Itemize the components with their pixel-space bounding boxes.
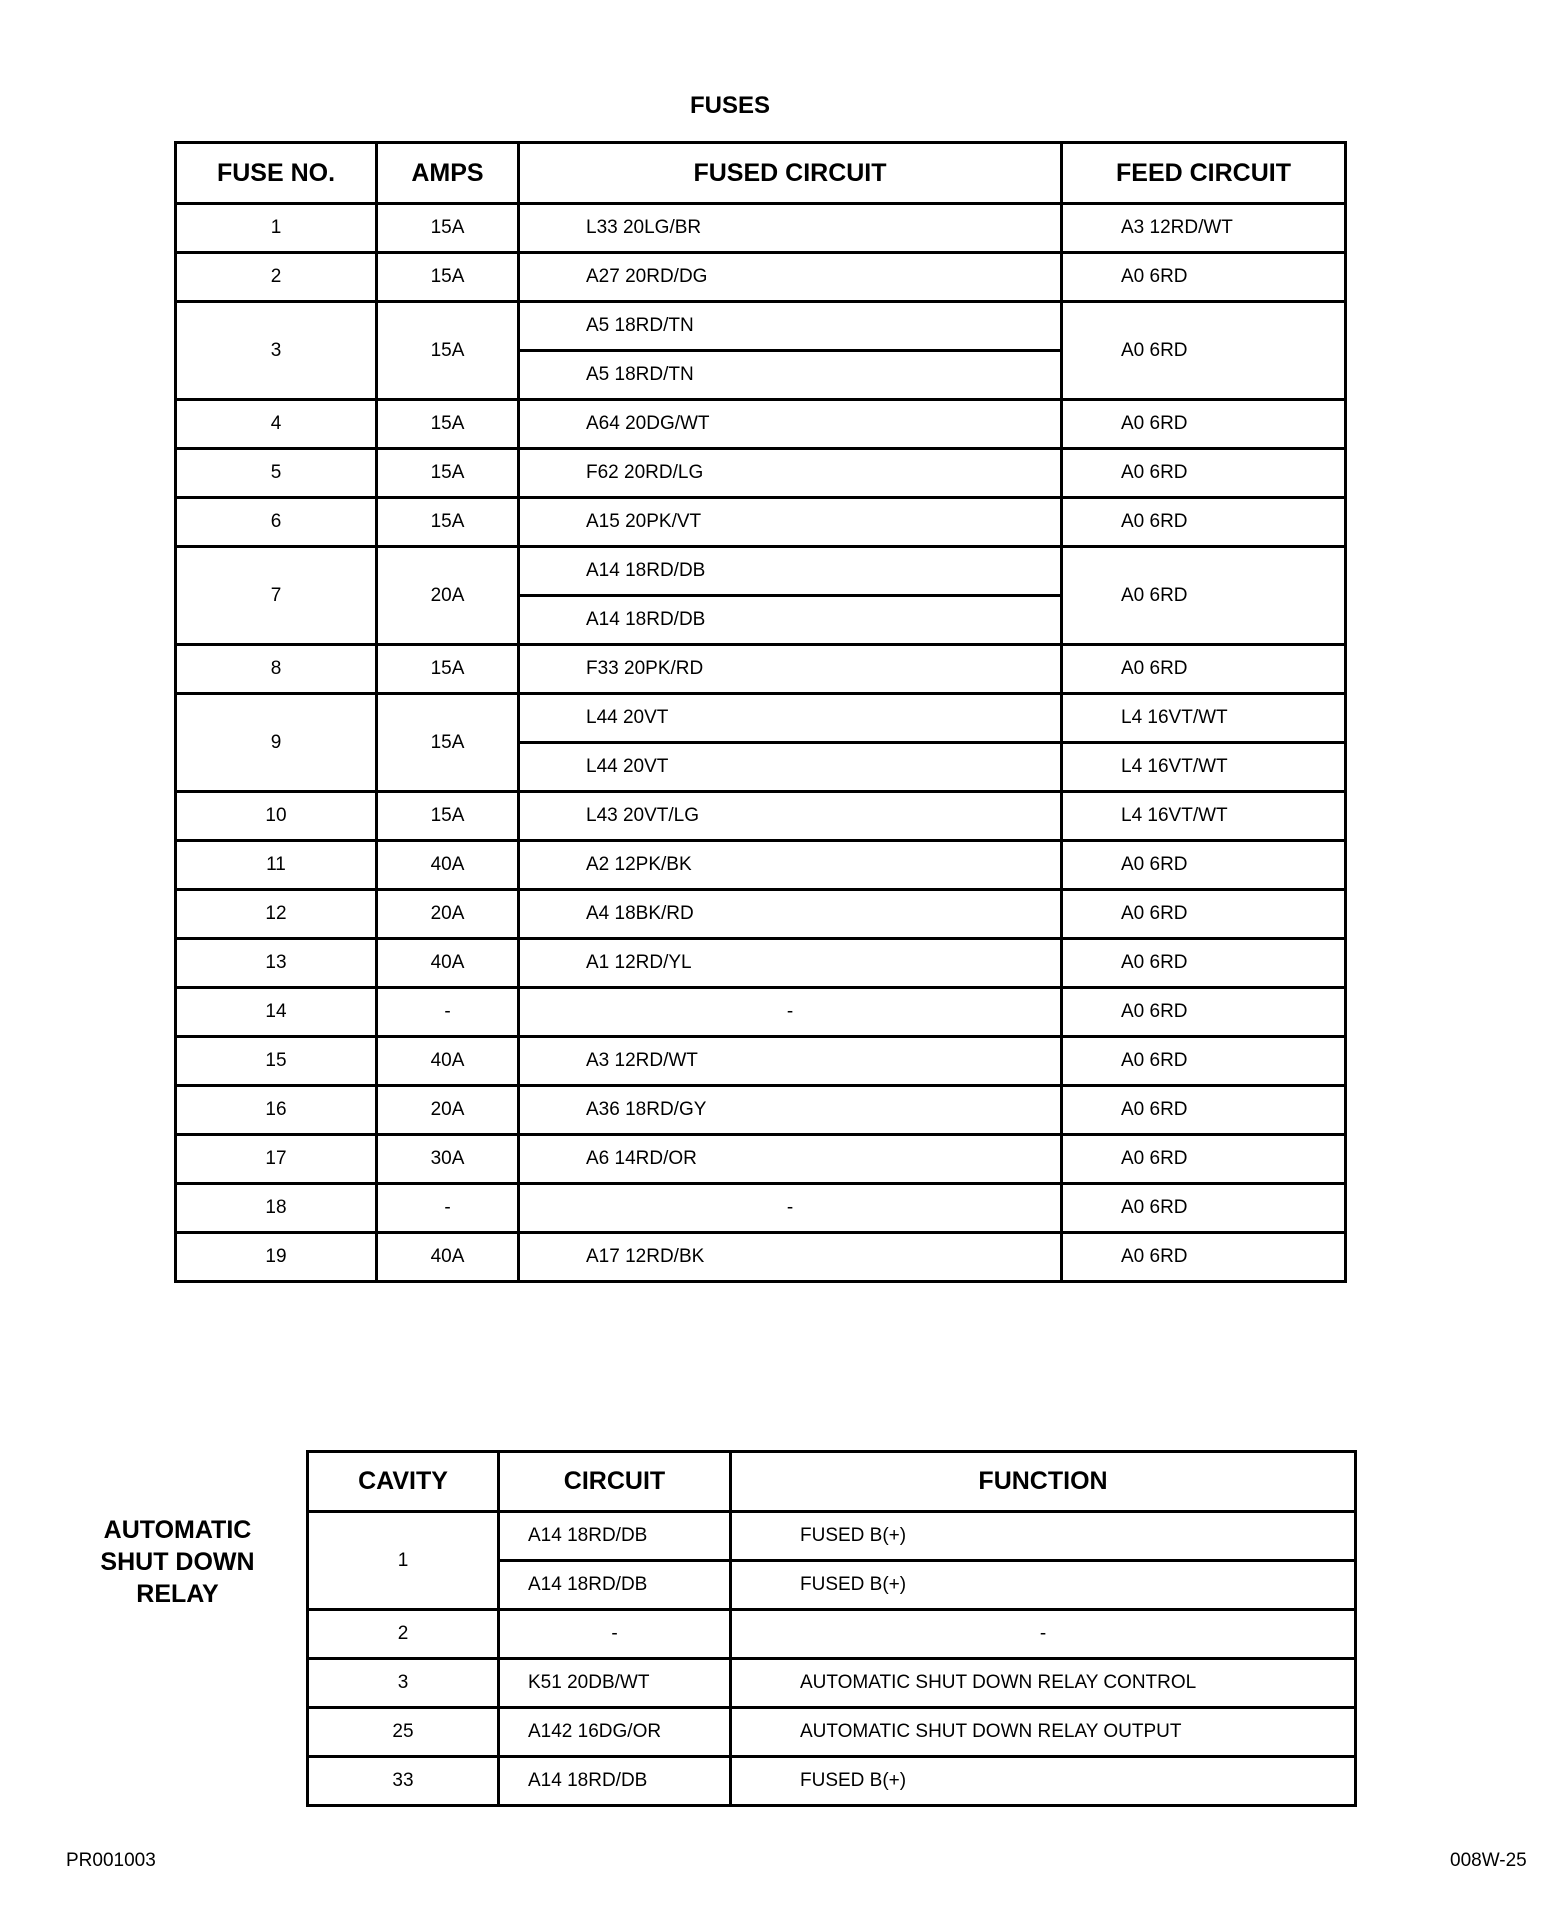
fuse-amps: 30A	[377, 1135, 519, 1184]
table-row	[308, 1708, 1356, 1757]
header-feed-circuit: FEED CIRCUIT	[1062, 143, 1346, 204]
table-row	[308, 1757, 1356, 1806]
table-row	[176, 253, 1346, 302]
fuse-number: 9	[176, 694, 377, 792]
fused-circuit: A36 18RD/GY	[519, 1086, 1062, 1135]
table-row	[308, 1610, 1356, 1659]
fuse-amps: 15A	[377, 792, 519, 841]
fuse-amps: 15A	[377, 449, 519, 498]
fuses-title: FUSES	[689, 92, 770, 119]
fuse-number: 5	[176, 449, 377, 498]
feed-circuit: L4 16VT/WT	[1062, 792, 1346, 841]
fuse-number: 3	[176, 302, 377, 400]
fused-circuit: A14 18RD/DB	[519, 596, 1062, 645]
fused-circuit: A64 20DG/WT	[519, 400, 1062, 449]
fused-circuit: -	[519, 1184, 1062, 1233]
table-row	[176, 1135, 1346, 1184]
table-row	[176, 694, 1346, 743]
fuse-amps: -	[377, 1184, 519, 1233]
cavity-number: 3	[308, 1659, 499, 1708]
footer-page-code: 008W-25	[1450, 1850, 1527, 1871]
fuse-amps: 40A	[377, 841, 519, 890]
table-row	[176, 302, 1346, 351]
feed-circuit: A0 6RD	[1062, 1086, 1346, 1135]
relay-header-row	[308, 1452, 1356, 1512]
fused-circuit: L44 20VT	[519, 694, 1062, 743]
fuse-number: 2	[176, 253, 377, 302]
fuse-number: 11	[176, 841, 377, 890]
relay-table	[306, 1450, 1357, 1807]
table-row	[176, 841, 1346, 890]
relay-circuit: K51 20DB/WT	[499, 1659, 731, 1708]
table-row	[176, 204, 1346, 253]
fuse-amps: 20A	[377, 890, 519, 939]
fused-circuit: A15 20PK/VT	[519, 498, 1062, 547]
header-function: FUNCTION	[731, 1452, 1356, 1512]
feed-circuit: A0 6RD	[1062, 547, 1346, 645]
relay-circuit: -	[499, 1610, 731, 1659]
table-row	[176, 1037, 1346, 1086]
fused-circuit: A14 18RD/DB	[519, 547, 1062, 596]
relay-circuit: A14 18RD/DB	[499, 1512, 731, 1561]
fuse-number: 6	[176, 498, 377, 547]
cavity-number: 1	[308, 1512, 499, 1610]
fused-circuit: L43 20VT/LG	[519, 792, 1062, 841]
relay-function: AUTOMATIC SHUT DOWN RELAY OUTPUT	[731, 1708, 1356, 1757]
fused-circuit: L44 20VT	[519, 743, 1062, 792]
table-row	[176, 498, 1346, 547]
fused-circuit: A1 12RD/YL	[519, 939, 1062, 988]
feed-circuit: A0 6RD	[1062, 988, 1346, 1037]
fused-circuit: L33 20LG/BR	[519, 204, 1062, 253]
fuse-number: 13	[176, 939, 377, 988]
feed-circuit: A0 6RD	[1062, 498, 1346, 547]
fuse-amps: 15A	[377, 498, 519, 547]
fuse-amps: 15A	[377, 645, 519, 694]
fuse-amps: 20A	[377, 1086, 519, 1135]
cavity-number: 25	[308, 1708, 499, 1757]
feed-circuit: A0 6RD	[1062, 645, 1346, 694]
fuse-amps: 15A	[377, 204, 519, 253]
relay-label	[90, 1514, 265, 1610]
feed-circuit: A0 6RD	[1062, 939, 1346, 988]
fuses-table	[174, 141, 1347, 1283]
fuse-number: 1	[176, 204, 377, 253]
fuse-amps: 15A	[377, 694, 519, 792]
table-row	[176, 988, 1346, 1037]
feed-circuit: L4 16VT/WT	[1062, 694, 1346, 743]
fused-circuit: F62 20RD/LG	[519, 449, 1062, 498]
fused-circuit: A4 18BK/RD	[519, 890, 1062, 939]
feed-circuit: A0 6RD	[1062, 890, 1346, 939]
table-row	[176, 939, 1346, 988]
table-row	[176, 645, 1346, 694]
header-fuse-no: FUSE NO.	[176, 143, 377, 204]
fuse-number: 4	[176, 400, 377, 449]
relay-label-line: SHUT DOWN	[100, 1548, 255, 1576]
feed-circuit: A0 6RD	[1062, 400, 1346, 449]
fuse-amps: -	[377, 988, 519, 1037]
header-cavity: CAVITY	[308, 1452, 499, 1512]
fused-circuit: A3 12RD/WT	[519, 1037, 1062, 1086]
fuses-body	[176, 204, 1346, 1282]
fused-circuit: A6 14RD/OR	[519, 1135, 1062, 1184]
table-row	[176, 1086, 1346, 1135]
feed-circuit: A0 6RD	[1062, 841, 1346, 890]
feed-circuit: A3 12RD/WT	[1062, 204, 1346, 253]
fuse-number: 19	[176, 1233, 377, 1282]
header-amps: AMPS	[377, 143, 519, 204]
fuse-number: 12	[176, 890, 377, 939]
relay-function: FUSED B(+)	[731, 1512, 1356, 1561]
fuses-header-row	[176, 143, 1346, 204]
fuse-amps: 40A	[377, 1037, 519, 1086]
feed-circuit: L4 16VT/WT	[1062, 743, 1346, 792]
fuse-amps: 15A	[377, 253, 519, 302]
fused-circuit: A5 18RD/TN	[519, 302, 1062, 351]
fuse-number: 10	[176, 792, 377, 841]
table-row	[308, 1512, 1356, 1561]
table-row	[176, 792, 1346, 841]
relay-circuit: A14 18RD/DB	[499, 1757, 731, 1806]
fuse-amps: 15A	[377, 302, 519, 400]
feed-circuit: A0 6RD	[1062, 1037, 1346, 1086]
fused-circuit: A2 12PK/BK	[519, 841, 1062, 890]
fuse-number: 18	[176, 1184, 377, 1233]
table-row	[176, 449, 1346, 498]
fuse-amps: 15A	[377, 400, 519, 449]
fused-circuit: A27 20RD/DG	[519, 253, 1062, 302]
feed-circuit: A0 6RD	[1062, 1233, 1346, 1282]
table-row	[176, 1184, 1346, 1233]
header-fused-circuit: FUSED CIRCUIT	[519, 143, 1062, 204]
cavity-number: 33	[308, 1757, 499, 1806]
fused-circuit: A17 12RD/BK	[519, 1233, 1062, 1282]
fuse-number: 8	[176, 645, 377, 694]
fuse-number: 15	[176, 1037, 377, 1086]
fused-circuit: F33 20PK/RD	[519, 645, 1062, 694]
relay-label-line: AUTOMATIC	[103, 1516, 252, 1544]
feed-circuit: A0 6RD	[1062, 1184, 1346, 1233]
table-row	[308, 1659, 1356, 1708]
feed-circuit: A0 6RD	[1062, 253, 1346, 302]
feed-circuit: A0 6RD	[1062, 1135, 1346, 1184]
fuse-amps: 20A	[377, 547, 519, 645]
footer-document-id: PR001003	[66, 1850, 156, 1871]
relay-circuit: A142 16DG/OR	[499, 1708, 731, 1757]
table-row	[176, 1233, 1346, 1282]
fuse-number: 7	[176, 547, 377, 645]
relay-function: FUSED B(+)	[731, 1561, 1356, 1610]
fuse-number: 17	[176, 1135, 377, 1184]
fuse-number: 16	[176, 1086, 377, 1135]
fused-circuit: -	[519, 988, 1062, 1037]
table-row	[176, 890, 1346, 939]
relay-function: AUTOMATIC SHUT DOWN RELAY CONTROL	[731, 1659, 1356, 1708]
relay-circuit: A14 18RD/DB	[499, 1561, 731, 1610]
feed-circuit: A0 6RD	[1062, 302, 1346, 400]
fused-circuit: A5 18RD/TN	[519, 351, 1062, 400]
fuse-amps: 40A	[377, 939, 519, 988]
relay-body	[308, 1512, 1356, 1806]
table-row	[176, 400, 1346, 449]
feed-circuit: A0 6RD	[1062, 449, 1346, 498]
table-row	[176, 547, 1346, 596]
fuse-number: 14	[176, 988, 377, 1037]
relay-label-line: RELAY	[136, 1580, 219, 1608]
cavity-number: 2	[308, 1610, 499, 1659]
relay-function: FUSED B(+)	[731, 1757, 1356, 1806]
header-circuit: CIRCUIT	[499, 1452, 731, 1512]
relay-function: -	[731, 1610, 1356, 1659]
fuse-amps: 40A	[377, 1233, 519, 1282]
